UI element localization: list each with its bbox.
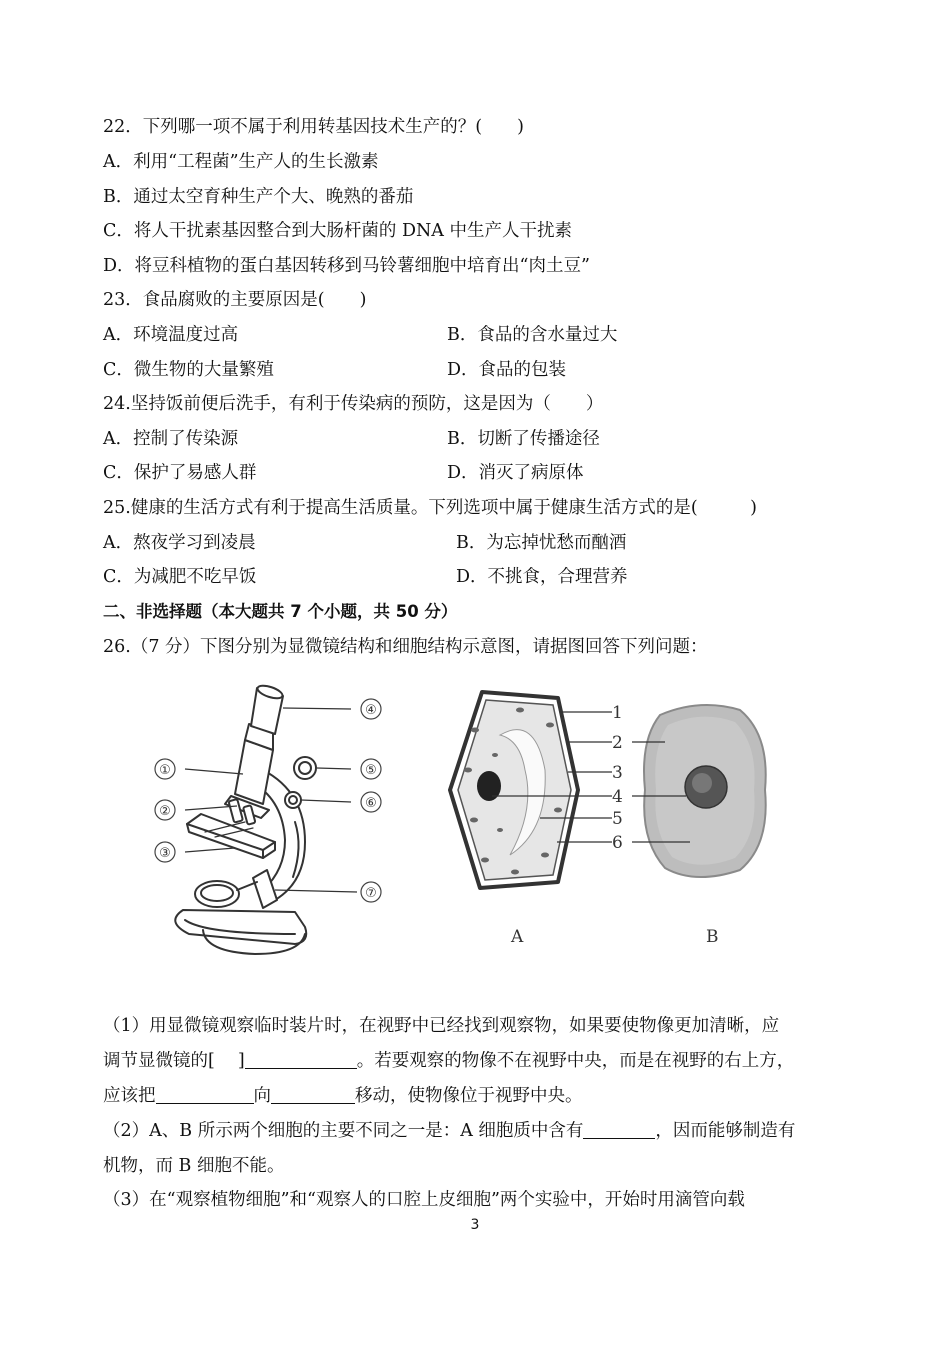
q26-part1-line2-end: 。若要观察的物像不在视野中央，而是在视野的右上方， bbox=[356, 1051, 795, 1071]
microscope-label-2: ② bbox=[159, 804, 171, 819]
microscope-label-3: ③ bbox=[159, 846, 171, 861]
q25-option-a: A．熬夜学习到凌晨 bbox=[103, 533, 256, 553]
microscope-figure bbox=[145, 672, 395, 962]
section-heading: 二、非选择题（本大题共 7 个小题，共 50 分） bbox=[103, 602, 458, 621]
q26-part2-line1 bbox=[103, 1120, 848, 1142]
cell-label-3: 3 bbox=[612, 763, 623, 783]
q26-part2-line2: 机物，而 B 细胞不能。 bbox=[103, 1156, 285, 1176]
answer-blank-1[interactable] bbox=[245, 1050, 357, 1069]
q24-option-d: D．消灭了病原体 bbox=[447, 463, 584, 483]
q26-part1-line3-b: 向 bbox=[253, 1086, 271, 1106]
q25-option-c: C．为减肥不吃早饭 bbox=[103, 567, 257, 587]
q23-option-b: B．食品的含水量过大 bbox=[447, 325, 618, 345]
q22-stem: 22．下列哪一项不属于利用转基因技术生产的？( ) bbox=[103, 117, 524, 137]
q22-option-b: B．通过太空育种生产个大、晚熟的番茄 bbox=[103, 187, 414, 207]
q26-part3-line1: （3）在“观察植物细胞”和“观察人的口腔上皮细胞”两个实验中，开始时用滴管向载 bbox=[103, 1190, 745, 1210]
cell-a-caption: A bbox=[511, 927, 524, 947]
q22-option-a: A．利用“工程菌”生产人的生长激素 bbox=[103, 152, 379, 172]
cell-b-caption: B bbox=[706, 927, 719, 947]
q23-stem: 23．食品腐败的主要原因是( ) bbox=[103, 290, 367, 310]
microscope-label-1: ① bbox=[159, 763, 171, 778]
cell-label-1: 1 bbox=[612, 703, 623, 723]
answer-blank-2[interactable] bbox=[156, 1085, 254, 1104]
cell-label-4: 4 bbox=[612, 787, 623, 807]
q25-option-b: B．为忘掉忧愁而酗酒 bbox=[456, 533, 627, 553]
q26-part1-line3 bbox=[103, 1085, 848, 1107]
q25-option-d: D．不挑食，合理营养 bbox=[456, 567, 628, 587]
cell-label-2: 2 bbox=[612, 733, 623, 753]
microscope-label-5: ⑤ bbox=[365, 763, 377, 778]
q25-stem: 25.健康的生活方式有利于提高生活质量。下列选项中属于健康生活方式的是( ) bbox=[103, 498, 757, 518]
q24-stem: 24.坚持饭前便后洗手，有利于传染病的预防，这是因为（ ） bbox=[103, 394, 604, 414]
answer-blank-3[interactable] bbox=[271, 1085, 355, 1104]
q22-option-d: D．将豆科植物的蛋白基因转移到马铃薯细胞中培育出“肉土豆” bbox=[103, 256, 590, 276]
q26-part1-line2-start: 调节显微镜的[ ] bbox=[103, 1051, 245, 1071]
microscope-label-6: ⑥ bbox=[365, 796, 377, 811]
cell-label-5: 5 bbox=[612, 809, 623, 829]
q26-part1-line3-a: 应该把 bbox=[103, 1086, 156, 1106]
q24-option-b: B．切断了传播途径 bbox=[447, 429, 600, 449]
page-number: 3 bbox=[470, 1217, 480, 1233]
q26-part1-line1: （1）用显微镜观察临时装片时，在视野中已经找到观察物，如果要使物像更加清晰，应 bbox=[103, 1016, 780, 1036]
q26-stem: 26.（7 分）下图分别为显微镜结构和细胞结构示意图，请据图回答下列问题： bbox=[103, 637, 708, 657]
q23-option-a: A．环境温度过高 bbox=[103, 325, 239, 345]
answer-blank-4[interactable] bbox=[583, 1120, 655, 1139]
cell-label-6: 6 bbox=[612, 833, 623, 853]
q26-part1-line3-c: 移动，使物像位于视野中央。 bbox=[355, 1086, 583, 1106]
q24-option-c: C．保护了易感人群 bbox=[103, 463, 257, 483]
cell-figure bbox=[440, 680, 785, 955]
q26-part2-line1-b: ，因而能够制造有 bbox=[655, 1121, 796, 1141]
q23-option-c: C．微生物的大量繁殖 bbox=[103, 360, 274, 380]
microscope-label-4: ④ bbox=[365, 703, 377, 718]
q26-part1-line2 bbox=[103, 1050, 848, 1072]
q24-option-a: A．控制了传染源 bbox=[103, 429, 239, 449]
q23-option-d: D．食品的包装 bbox=[447, 360, 567, 380]
q22-option-c: C．将人干扰素基因整合到大肠杆菌的 DNA 中生产人干扰素 bbox=[103, 221, 572, 241]
q26-part2-line1-a: （2）A、B 所示两个细胞的主要不同之一是：A 细胞质中含有 bbox=[103, 1121, 584, 1141]
microscope-label-7: ⑦ bbox=[365, 886, 377, 901]
